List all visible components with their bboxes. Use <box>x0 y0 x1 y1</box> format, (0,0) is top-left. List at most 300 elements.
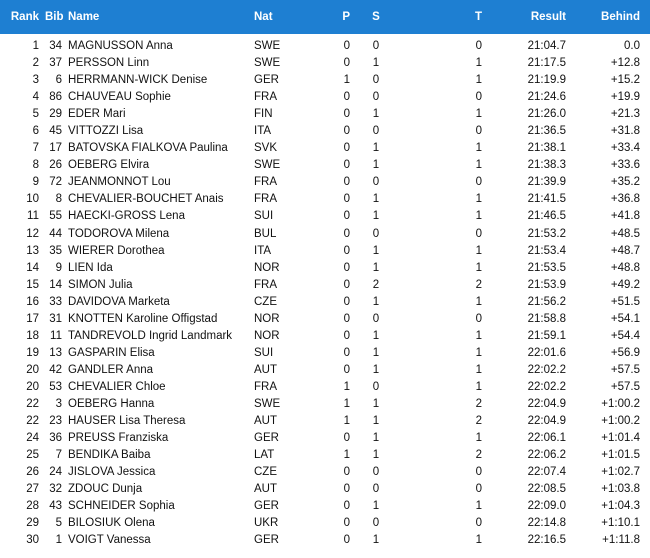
cell-name: HAUSER Lisa Theresa <box>68 415 186 428</box>
cell-rank: 8 <box>32 159 39 172</box>
cell-name: SCHNEIDER Sophia <box>68 500 175 513</box>
cell-t: 0 <box>475 466 482 479</box>
cell-t: 1 <box>475 244 482 257</box>
cell-result: 22:16.5 <box>527 534 566 547</box>
cell-rank: 20 <box>26 380 39 393</box>
table-row <box>0 174 650 191</box>
cell-s: 1 <box>372 261 380 274</box>
cell-t: 0 <box>475 312 482 325</box>
cell-bib: 33 <box>49 295 62 308</box>
cell-bib: 37 <box>49 57 62 70</box>
cell-t: 1 <box>475 534 482 547</box>
cell-nat: FRA <box>254 193 277 206</box>
cell-name: HERRMANN-WICK Denise <box>68 74 208 87</box>
cell-rank: 22 <box>26 397 39 410</box>
table-row <box>0 430 650 447</box>
cell-nat: NOR <box>254 261 280 274</box>
cell-p: 0 <box>343 108 350 121</box>
cell-s: 1 <box>372 142 380 155</box>
cell-p: 0 <box>343 227 350 240</box>
cell-p: 0 <box>343 346 350 359</box>
cell-p: 1 <box>343 397 350 410</box>
header-rank: Rank <box>10 11 39 23</box>
table-row <box>0 260 650 277</box>
cell-nat: SWE <box>254 40 281 52</box>
cell-behind: +36.8 <box>610 193 640 206</box>
cell-rank: 1 <box>32 40 39 52</box>
cell-rank: 17 <box>26 312 39 325</box>
cell-bib: 43 <box>49 500 62 513</box>
cell-behind: +19.9 <box>610 91 640 104</box>
cell-nat: GER <box>254 74 279 87</box>
table-row <box>0 379 650 396</box>
cell-s: 1 <box>372 210 380 223</box>
table-body <box>0 38 650 549</box>
cell-s: 1 <box>372 329 380 342</box>
cell-t: 1 <box>475 329 482 342</box>
cell-s: 1 <box>372 244 380 257</box>
cell-s: 1 <box>372 346 380 359</box>
cell-nat: SWE <box>254 397 281 410</box>
cell-p: 0 <box>343 500 350 513</box>
cell-bib: 35 <box>49 244 62 257</box>
cell-s: 1 <box>372 534 380 547</box>
table-row <box>0 157 650 174</box>
cell-t: 2 <box>475 397 482 410</box>
cell-p: 0 <box>343 210 350 223</box>
cell-nat: CZE <box>254 295 277 308</box>
table-row <box>0 140 650 157</box>
cell-result: 22:02.2 <box>527 363 566 376</box>
cell-bib: 31 <box>49 312 62 325</box>
cell-nat: AUT <box>254 483 277 496</box>
cell-result: 21:56.2 <box>527 295 566 308</box>
cell-rank: 11 <box>27 210 39 223</box>
header-p: P <box>342 11 350 23</box>
cell-p: 0 <box>343 295 350 308</box>
cell-result: 21:53.9 <box>527 278 566 291</box>
cell-result: 21:53.5 <box>527 261 566 274</box>
table-row <box>0 191 650 208</box>
cell-t: 1 <box>475 261 482 274</box>
cell-bib: 3 <box>55 397 62 410</box>
cell-rank: 25 <box>26 449 39 462</box>
cell-bib: 55 <box>49 210 62 223</box>
cell-s: 1 <box>372 159 380 172</box>
cell-behind: +49.2 <box>610 278 640 291</box>
cell-bib: 5 <box>55 517 62 530</box>
cell-behind: +33.6 <box>610 159 640 172</box>
cell-t: 2 <box>475 278 482 291</box>
cell-name: ZDOUC Dunja <box>68 483 143 496</box>
table-row <box>0 55 650 72</box>
cell-result: 21:39.9 <box>527 176 566 189</box>
cell-rank: 5 <box>32 108 39 121</box>
cell-bib: 29 <box>49 108 62 121</box>
cell-nat: LAT <box>254 449 275 462</box>
cell-name: OEBERG Hanna <box>68 397 155 410</box>
cell-t: 1 <box>475 57 482 70</box>
cell-s: 0 <box>372 466 380 479</box>
cell-p: 0 <box>343 483 350 496</box>
cell-nat: FIN <box>254 108 273 121</box>
table-row <box>0 89 650 106</box>
table-row <box>0 123 650 140</box>
cell-p: 0 <box>343 159 350 172</box>
cell-name: KNOTTEN Karoline Offigstad <box>68 312 218 325</box>
cell-result: 21:38.1 <box>527 142 566 155</box>
cell-t: 0 <box>475 483 482 496</box>
cell-result: 21:26.0 <box>527 108 566 121</box>
cell-s: 0 <box>372 312 380 325</box>
cell-result: 22:02.2 <box>527 380 566 393</box>
cell-s: 0 <box>372 74 380 87</box>
cell-nat: GER <box>254 500 279 513</box>
cell-bib: 72 <box>49 176 62 189</box>
cell-nat: CZE <box>254 466 277 479</box>
cell-nat: NOR <box>254 312 280 325</box>
cell-name: BILOSIUK Olena <box>68 517 155 530</box>
cell-s: 0 <box>372 125 380 138</box>
cell-bib: 14 <box>49 278 62 291</box>
cell-p: 1 <box>343 380 350 393</box>
cell-rank: 9 <box>32 176 39 189</box>
cell-t: 1 <box>475 380 482 393</box>
cell-rank: 29 <box>26 517 39 530</box>
cell-nat: GER <box>254 432 279 445</box>
cell-name: CHEVALIER-BOUCHET Anais <box>68 193 224 206</box>
cell-behind: +33.4 <box>610 142 640 155</box>
cell-nat: AUT <box>254 363 277 376</box>
cell-s: 1 <box>372 397 380 410</box>
table-row <box>0 277 650 294</box>
header-behind: Behind <box>601 11 640 23</box>
cell-p: 0 <box>343 91 350 104</box>
cell-t: 0 <box>475 91 482 104</box>
cell-t: 0 <box>475 125 482 138</box>
cell-name: OEBERG Elvira <box>68 159 150 172</box>
cell-nat: ITA <box>254 125 272 138</box>
cell-name: BENDIKA Baiba <box>68 449 151 462</box>
cell-result: 21:41.5 <box>527 193 566 206</box>
cell-bib: 8 <box>55 193 62 206</box>
cell-t: 0 <box>475 227 482 240</box>
cell-s: 1 <box>372 193 380 206</box>
table-header <box>0 0 650 34</box>
cell-s: 2 <box>372 278 380 291</box>
cell-p: 0 <box>343 329 350 342</box>
cell-behind: +1:10.1 <box>601 517 640 530</box>
cell-bib: 11 <box>50 329 62 342</box>
cell-bib: 34 <box>49 40 62 52</box>
cell-s: 0 <box>372 40 380 52</box>
cell-s: 1 <box>372 500 380 513</box>
cell-name: EDER Mari <box>68 108 126 121</box>
header-nat: Nat <box>254 11 273 23</box>
cell-bib: 9 <box>55 261 62 274</box>
cell-rank: 16 <box>26 295 39 308</box>
cell-behind: +48.5 <box>610 227 640 240</box>
table-row <box>0 38 650 55</box>
cell-result: 22:14.8 <box>527 517 566 530</box>
cell-s: 1 <box>372 449 380 462</box>
cell-p: 0 <box>343 312 350 325</box>
cell-s: 0 <box>372 91 380 104</box>
cell-result: 21:04.7 <box>527 40 566 52</box>
cell-p: 1 <box>343 74 350 87</box>
cell-result: 21:36.5 <box>527 125 566 138</box>
cell-bib: 1 <box>55 534 62 547</box>
table-row <box>0 447 650 464</box>
cell-result: 22:09.0 <box>527 500 566 513</box>
cell-t: 1 <box>475 159 482 172</box>
cell-p: 0 <box>343 125 350 138</box>
cell-result: 21:58.8 <box>527 312 566 325</box>
cell-result: 22:04.9 <box>527 415 566 428</box>
cell-result: 21:59.1 <box>527 329 566 342</box>
cell-rank: 3 <box>32 74 39 87</box>
table-row <box>0 294 650 311</box>
cell-rank: 22 <box>26 415 39 428</box>
cell-bib: 24 <box>49 466 62 479</box>
cell-p: 0 <box>343 244 350 257</box>
table-row <box>0 498 650 515</box>
cell-name: JEANMONNOT Lou <box>68 176 171 189</box>
cell-s: 0 <box>372 176 380 189</box>
cell-behind: +48.7 <box>610 244 640 257</box>
cell-name: CHEVALIER Chloe <box>68 380 166 393</box>
cell-result: 21:24.6 <box>527 91 566 104</box>
table-row <box>0 362 650 379</box>
cell-t: 2 <box>475 415 482 428</box>
cell-nat: AUT <box>254 415 277 428</box>
cell-result: 21:46.5 <box>527 210 566 223</box>
cell-nat: SUI <box>254 210 274 223</box>
cell-name: HAECKI-GROSS Lena <box>68 210 185 223</box>
cell-s: 1 <box>372 108 380 121</box>
cell-rank: 15 <box>26 278 39 291</box>
cell-nat: FRA <box>254 380 277 393</box>
cell-behind: +54.4 <box>610 329 640 342</box>
table-row <box>0 464 650 481</box>
cell-p: 0 <box>343 57 350 70</box>
cell-behind: +1:00.2 <box>601 397 640 410</box>
cell-name: GANDLER Anna <box>68 363 154 376</box>
cell-t: 1 <box>475 346 482 359</box>
cell-rank: 19 <box>26 346 39 359</box>
cell-rank: 7 <box>32 142 39 155</box>
table-row <box>0 311 650 328</box>
cell-behind: +21.3 <box>610 108 640 121</box>
table-row <box>0 243 650 260</box>
cell-result: 22:01.6 <box>527 346 566 359</box>
cell-name: GASPARIN Elisa <box>68 346 155 359</box>
cell-p: 0 <box>343 261 350 274</box>
cell-rank: 10 <box>26 193 39 206</box>
cell-s: 1 <box>372 415 380 428</box>
table-row <box>0 396 650 413</box>
cell-bib: 13 <box>49 346 62 359</box>
cell-result: 22:06.2 <box>527 449 566 462</box>
table-row <box>0 515 650 532</box>
cell-behind: +48.8 <box>610 261 640 274</box>
cell-name: WIERER Dorothea <box>68 244 165 257</box>
cell-name: PREUSS Franziska <box>68 432 169 445</box>
table-row <box>0 481 650 498</box>
cell-nat: SUI <box>254 346 274 359</box>
cell-behind: +15.2 <box>610 74 640 87</box>
cell-result: 22:07.4 <box>527 466 566 479</box>
cell-behind: +1:02.7 <box>601 466 640 479</box>
cell-name: TANDREVOLD Ingrid Landmark <box>68 329 233 342</box>
cell-name: BATOVSKA FIALKOVA Paulina <box>68 142 228 155</box>
cell-behind: +54.1 <box>610 312 640 325</box>
cell-s: 0 <box>372 227 380 240</box>
cell-result: 22:04.9 <box>527 397 566 410</box>
cell-nat: BUL <box>254 227 277 240</box>
cell-t: 1 <box>475 500 482 513</box>
cell-behind: +57.5 <box>610 363 640 376</box>
cell-rank: 18 <box>26 329 39 342</box>
header-bib: Bib <box>45 11 64 23</box>
cell-s: 1 <box>372 57 380 70</box>
cell-result: 21:19.9 <box>527 74 566 87</box>
cell-rank: 6 <box>32 125 39 138</box>
cell-bib: 26 <box>49 159 62 172</box>
cell-nat: ITA <box>254 244 272 257</box>
cell-name: DAVIDOVA Marketa <box>68 295 170 308</box>
cell-s: 0 <box>372 517 380 530</box>
cell-bib: 42 <box>49 363 62 376</box>
cell-p: 0 <box>343 363 350 376</box>
cell-p: 0 <box>343 517 350 530</box>
cell-t: 0 <box>475 517 482 530</box>
cell-rank: 26 <box>26 466 39 479</box>
cell-s: 1 <box>372 295 380 308</box>
cell-name: TODOROVA Milena <box>68 227 170 240</box>
cell-name: VITTOZZI Lisa <box>68 125 144 138</box>
cell-nat: SWE <box>254 159 281 172</box>
cell-behind: +56.9 <box>610 346 640 359</box>
cell-behind: +31.8 <box>610 125 640 138</box>
cell-nat: SVK <box>254 142 278 155</box>
cell-behind: +41.8 <box>610 210 640 223</box>
cell-rank: 24 <box>26 432 39 445</box>
cell-t: 1 <box>475 363 482 376</box>
cell-p: 0 <box>343 142 350 155</box>
cell-nat: SWE <box>254 57 281 70</box>
cell-t: 1 <box>475 108 482 121</box>
cell-bib: 44 <box>49 227 62 240</box>
cell-p: 0 <box>343 176 350 189</box>
cell-behind: +1:00.2 <box>601 415 640 428</box>
table-row <box>0 226 650 243</box>
header-result: Result <box>530 11 566 23</box>
cell-rank: 12 <box>26 227 39 240</box>
cell-nat: FRA <box>254 176 277 189</box>
table-row <box>0 413 650 430</box>
cell-s: 1 <box>372 363 380 376</box>
cell-nat: GER <box>254 534 279 547</box>
cell-rank: 14 <box>26 261 39 274</box>
cell-rank: 27 <box>26 483 39 496</box>
header-name: Name <box>68 11 100 23</box>
cell-bib: 6 <box>55 74 62 87</box>
cell-bib: 17 <box>49 142 62 155</box>
header-s: S <box>372 11 380 23</box>
cell-rank: 28 <box>26 500 39 513</box>
cell-rank: 30 <box>26 534 39 547</box>
cell-s: 0 <box>372 380 380 393</box>
cell-nat: NOR <box>254 329 280 342</box>
cell-t: 0 <box>475 40 482 52</box>
cell-behind: +1:01.5 <box>601 449 640 462</box>
cell-name: VOIGT Vanessa <box>68 534 151 547</box>
cell-behind: +1:01.4 <box>601 432 640 445</box>
cell-name: CHAUVEAU Sophie <box>68 91 171 104</box>
cell-behind: +12.8 <box>610 57 640 70</box>
cell-name: MAGNUSSON Anna <box>68 40 173 52</box>
cell-t: 1 <box>475 295 482 308</box>
cell-p: 0 <box>343 40 350 52</box>
cell-p: 0 <box>343 278 350 291</box>
cell-t: 1 <box>475 210 482 223</box>
table-row <box>0 208 650 225</box>
cell-behind: 0.0 <box>624 40 640 52</box>
cell-behind: +1:04.3 <box>601 500 640 513</box>
cell-p: 0 <box>343 193 350 206</box>
cell-nat: FRA <box>254 278 277 291</box>
cell-bib: 45 <box>49 125 62 138</box>
table-row <box>0 328 650 345</box>
cell-t: 1 <box>475 432 482 445</box>
cell-bib: 32 <box>49 483 62 496</box>
cell-s: 1 <box>372 432 380 445</box>
cell-t: 1 <box>475 193 482 206</box>
cell-bib: 23 <box>49 415 62 428</box>
header-t: T <box>474 11 482 23</box>
table-row <box>0 532 650 549</box>
cell-result: 21:38.3 <box>527 159 566 172</box>
cell-result: 22:08.5 <box>527 483 566 496</box>
cell-result: 21:17.5 <box>527 57 566 70</box>
cell-bib: 7 <box>55 449 62 462</box>
cell-rank: 4 <box>32 91 39 104</box>
cell-nat: UKR <box>254 517 279 530</box>
table-row <box>0 106 650 123</box>
cell-nat: FRA <box>254 91 277 104</box>
cell-bib: 53 <box>49 380 62 393</box>
cell-p: 0 <box>343 432 350 445</box>
cell-p: 0 <box>343 466 350 479</box>
cell-p: 1 <box>343 415 350 428</box>
cell-t: 0 <box>475 176 482 189</box>
cell-name: JISLOVA Jessica <box>68 466 156 479</box>
cell-result: 21:53.2 <box>527 227 566 240</box>
cell-bib: 36 <box>49 432 62 445</box>
table-row <box>0 72 650 89</box>
cell-name: LIEN Ida <box>68 261 113 274</box>
cell-t: 1 <box>475 74 482 87</box>
cell-behind: +1:11.8 <box>602 534 640 547</box>
cell-behind: +35.2 <box>610 176 640 189</box>
cell-s: 0 <box>372 483 380 496</box>
cell-p: 1 <box>343 449 350 462</box>
cell-rank: 13 <box>26 244 39 257</box>
cell-p: 0 <box>343 534 350 547</box>
cell-rank: 2 <box>32 57 39 70</box>
cell-name: PERSSON Linn <box>68 57 150 70</box>
